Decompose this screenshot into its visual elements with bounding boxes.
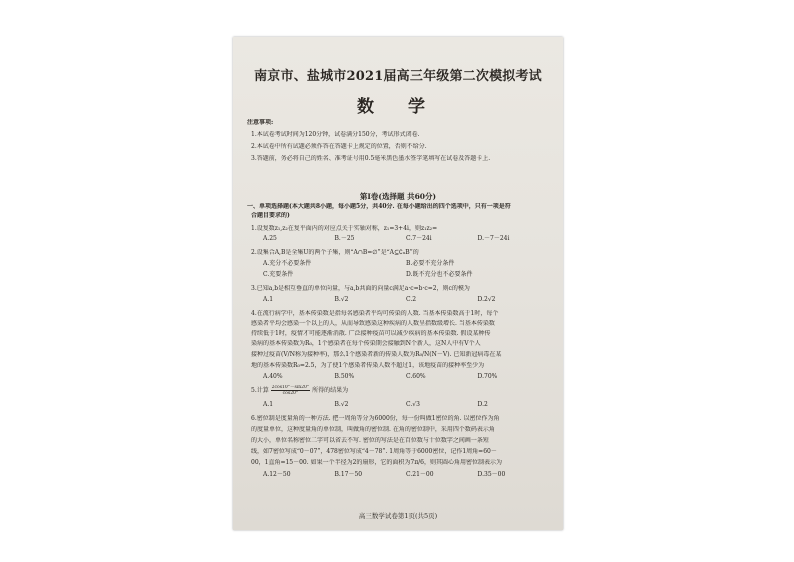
q3-option-a: A.1 (263, 296, 274, 303)
q4-option-b: B.50% (334, 373, 355, 380)
q4-option-c: C.60% (406, 373, 426, 380)
q2-option-c: C.充要条件 (263, 271, 294, 278)
question-4-options (263, 373, 549, 381)
q5-numerator: 2cos10°－sin20° (271, 385, 310, 390)
notice-1: 1.本试卷考试时间为120分钟，试卷满分150分，考试形式闭卷. (251, 131, 420, 138)
q4-option-a: A.40% (263, 373, 283, 380)
q1-option-b: B.－25 (334, 235, 355, 242)
q1-option-c: C.7－24i (406, 235, 432, 242)
q6-option-a: A.12－50 (263, 471, 291, 478)
question-4-line-2: 感染者平均会感染一个以上的人，从而导致感染这种疾病的人数呈指数级增长. 当基本传染数 (251, 320, 495, 327)
question-6-line-5: 00，1直角=15－00. 如果一个半径为2的扇形，它的面积为7π/6，则其圆心角用密位制表示为 (251, 459, 502, 466)
question-4-line-5: 接种过疫苗(V/N称为接种率)，那么1个感染者新的传染人数为R₀/N(N－V). 已知新冠病毒在某 (251, 351, 502, 358)
question-4-line-4: 染病的基本传染数为R₀，1个感染者在每个传染期会接触到N个新人，这N人中有V个人 (251, 340, 481, 347)
q5-prefix: 5.计算 (251, 387, 269, 394)
q3-option-d: D.2√2 (477, 296, 496, 303)
question-1-options (263, 235, 549, 243)
q5-option-c: C.√3 (406, 401, 420, 408)
notice-2: 2.本试卷中所有试题必须作答在答题卡上规定的位置，否则不给分. (251, 143, 427, 150)
question-4-line-1: 4.在流行病学中，基本传染数是指每名感染者平均可传染的人数. 当基本传染数高于1时，每个 (251, 310, 499, 317)
question-3: 3.已知a,b是相互垂直的单位向量，与a,b共面的向量c满足a·c=b·c=2，则c的模为 (251, 285, 470, 292)
page-footer: 高三数学试卷第1页(共5页) (358, 512, 438, 520)
question-4-line-6: 地的基本传染数R₀=2.5，为了使1个感染者传染人数不超过1，该地疫苗的接种率至少为 (251, 362, 485, 369)
subject-title: 数 学 (357, 97, 439, 117)
exam-paper-sheet (233, 37, 563, 530)
exam-title: 南京市、盐城市2021届高三年级第二次模拟考试 (254, 69, 542, 84)
q5-fraction (271, 385, 311, 396)
q4-option-d: D.70% (477, 373, 498, 380)
q3-option-b: B.√2 (334, 296, 349, 303)
question-6-line-4: 线，如7密位写成“0－07”，478密位写成“4－78”. 1周角等于6000密位，记作1周角=60－ (251, 448, 497, 455)
q6-option-c: C.21－00 (406, 471, 434, 478)
question-3-options (263, 296, 549, 304)
q5-option-a: A.1 (263, 401, 274, 408)
q1-option-d: D.－7－24i (477, 235, 510, 242)
q2-option-b: B.必要不充分条件 (406, 260, 455, 267)
question-6-line-3: 的大小，单位名称密位二字可以省去不写. 密位的写法是在百位数与十位数字之间画一条短 (251, 437, 489, 444)
q1-option-a: A.25 (263, 235, 277, 242)
question-5 (251, 385, 549, 397)
question-6-line-1: 6.密位制是度量角的一种方法. 把一周角等分为6000份，每一份叫做1密位的角. 以密位作为角 (251, 415, 500, 422)
q3-option-c: C.2 (406, 296, 417, 303)
question-2: 2.设集合A,B是全集U的两个子集，则“A∩B=∅”是“A⊆∁ᵤB”的 (251, 249, 419, 256)
q5-suffix: 所得的结果为 (312, 387, 349, 394)
notice-3: 3.答题前，务必将自己的姓名、准考证号用0.5毫米黑色墨水签字笔填写在试卷及答题卡上. (251, 155, 491, 162)
q2-option-d: D.既不充分也不必要条件 (406, 271, 473, 278)
section-title: 第Ⅰ卷(选择题 共60分) (359, 192, 437, 201)
question-5-options (263, 401, 549, 409)
question-2-options-row1 (263, 260, 549, 268)
q5-option-d: D.2 (477, 401, 488, 408)
q2-option-a: A.充分不必要条件 (263, 260, 312, 267)
question-1: 1.设复数z₁,z₂在复平面内的对应点关于实轴对称，z₁=3+4i，则z₁z₂= (251, 225, 438, 232)
q6-option-b: B.17－50 (334, 471, 363, 478)
question-4-line-3: 持续低于1时，疫情才可能逐渐消散. 广泛接种疫苗可以减少疾病的基本传染数. 假设某种传 (251, 330, 491, 337)
q5-denominator: cos20° (282, 391, 299, 396)
q6-option-d: D.35－00 (477, 471, 506, 478)
question-6-line-2: 的度量单位，这种度量角的单位制，叫做角的密位制. 在角的密位制中，采用四个数码表示角 (251, 426, 495, 433)
question-6-options (263, 471, 549, 479)
q5-option-b: B.√2 (334, 401, 349, 408)
notice-heading: 注意事项: (247, 119, 274, 126)
question-2-options-row2 (263, 271, 549, 279)
part-heading: 一、单项选择题(本大题共8小题，每小题5分，共40分. 在每小题给出的四个选项中，只有一项是符 (247, 203, 511, 210)
part-heading-continued: 合题目要求的) (251, 212, 290, 219)
